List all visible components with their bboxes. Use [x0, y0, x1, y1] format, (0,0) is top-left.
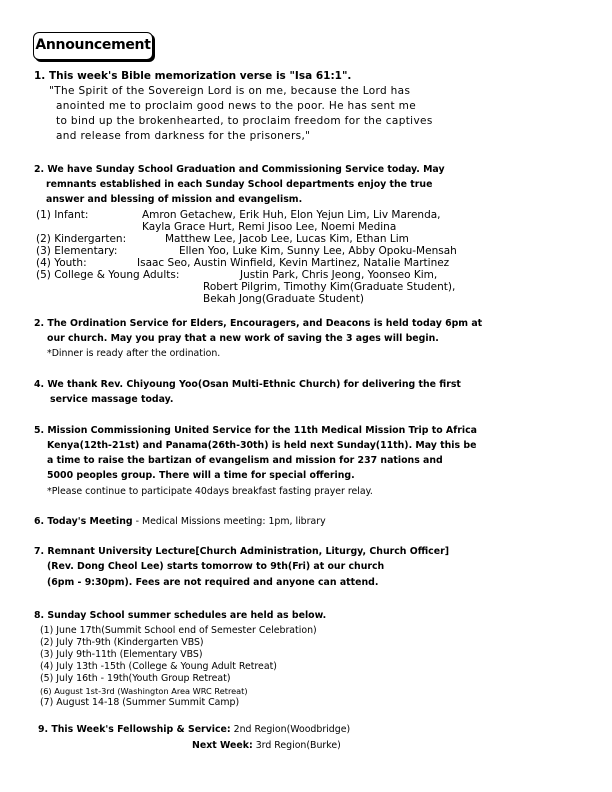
item5-line: Kenya(12th-21st) and Panama(26th-30th) is held next Sunday(11th). May this be: [47, 440, 477, 451]
group-names: Bekah Jong(Graduate Student): [203, 293, 364, 305]
schedule-item: (7) August 14-18 (Summer Summit Camp): [40, 697, 240, 708]
item9-heading: 9. This Week's Fellowship & Service:: [38, 724, 231, 735]
item3-line: 2. The Ordination Service for Elders, Encouragers, and Deacons is held today 6pm at: [34, 318, 483, 329]
announcement-title: Announcement: [35, 37, 151, 53]
item7-line: (Rev. Dong Cheol Lee) starts tomorrow to 9th(Fri) at our church: [47, 561, 385, 572]
item9-next-label: Next Week:: [192, 740, 253, 751]
item5-line: a time to raise the bartizan of evangelism and mission for 237 nations and: [47, 455, 443, 466]
group-names: Isaac Seo, Austin Winfield, Kevin Martinez, Natalie Martinez: [137, 257, 450, 269]
verse-line: to bind up the brokenhearted, to proclaim freedom for the captives: [56, 115, 433, 127]
item3-note: *Dinner is ready after the ordination.: [47, 348, 221, 359]
group-names: Amron Getachew, Erik Huh, Elon Yejun Lim, Liv Marenda,: [142, 209, 441, 221]
verse-line: and release from darkness for the prisoners,": [56, 130, 311, 142]
announcement-title-box: [33, 32, 153, 60]
item5-line: 5. Mission Commissioning United Service for the 11th Medical Mission Trip to Africa: [34, 425, 477, 436]
item4-line: service massage today.: [50, 394, 174, 405]
group-label-infant: (1) Infant:: [36, 209, 89, 221]
item9-next-week: [192, 740, 341, 752]
group-names: Robert Pilgrim, Timothy Kim(Graduate Student),: [203, 281, 456, 293]
group-names: Matthew Lee, Jacob Lee, Lucas Kim, Ethan Lim: [165, 233, 409, 245]
item5-note: *Please continue to participate 40days breakfast fasting prayer relay.: [47, 486, 373, 497]
group-names: Kayla Grace Hurt, Remi Jisoo Lee, Noemi Medina: [142, 221, 397, 233]
schedule-item: (1) June 17th(Summit School end of Semester Celebration): [40, 625, 317, 636]
item2-intro-line: remnants established in each Sunday School departments enjoy the true: [46, 179, 433, 190]
verse-line: "The Spirit of the Sovereign Lord is on me, because the Lord has: [49, 85, 411, 97]
item2-intro-line: answer and blessing of mission and evangelism.: [46, 194, 303, 205]
item2-intro-line: 2. We have Sunday School Graduation and Commissioning Service today. May: [34, 164, 445, 175]
item7-line: (6pm - 9:30pm). Fees are not required and anyone can attend.: [47, 577, 379, 588]
group-names: Ellen Yoo, Luke Kim, Sunny Lee, Abby Opoku-Mensah: [179, 245, 457, 257]
item9-this-week-region: 2nd Region(Woodbridge): [230, 724, 351, 735]
schedule-item: (5) July 16th - 19th(Youth Group Retreat): [40, 673, 231, 684]
verse-line: anointed me to proclaim good news to the poor. He has sent me: [56, 100, 417, 112]
group-label-college: (5) College & Young Adults:: [36, 269, 180, 281]
schedule-item: (2) July 7th-9th (Kindergarten VBS): [40, 637, 204, 648]
schedule-item: (4) July 13th -15th (College & Young Adult Retreat): [40, 661, 277, 672]
item1-heading: 1. This week's Bible memorization verse is "Isa 61:1".: [34, 70, 352, 82]
schedule-item: (6) August 1st-3rd (Washington Area WRC Retreat): [40, 686, 248, 696]
item5-line: 5000 peoples group. There will a time for special offering.: [47, 470, 355, 481]
item9-next-week-region: 3rd Region(Burke): [252, 740, 341, 751]
item6-text: - Medical Missions meeting: 1pm, library: [132, 516, 326, 527]
group-label-youth: (4) Youth:: [36, 257, 87, 269]
item4-line: 4. We thank Rev. Chiyoung Yoo(Osan Multi-Ethnic Church) for delivering the first: [34, 379, 461, 390]
item6-line: [34, 516, 326, 528]
item9-this-week: [38, 724, 350, 736]
group-names: Justin Park, Chris Jeong, Yoonseo Kim,: [240, 269, 438, 281]
item7-line: 7. Remnant University Lecture[Church Administration, Liturgy, Church Officer]: [34, 546, 449, 557]
group-label-kindergarten: (2) Kindergarten:: [36, 233, 127, 245]
item8-heading: 8. Sunday School summer schedules are held as below.: [34, 610, 327, 621]
group-label-elementary: (3) Elementary:: [36, 245, 118, 257]
item3-line: our church. May you pray that a new work of saving the 3 ages will begin.: [47, 333, 439, 344]
item6-heading: 6. Today's Meeting: [34, 516, 133, 527]
schedule-item: (3) July 9th-11th (Elementary VBS): [40, 649, 203, 660]
